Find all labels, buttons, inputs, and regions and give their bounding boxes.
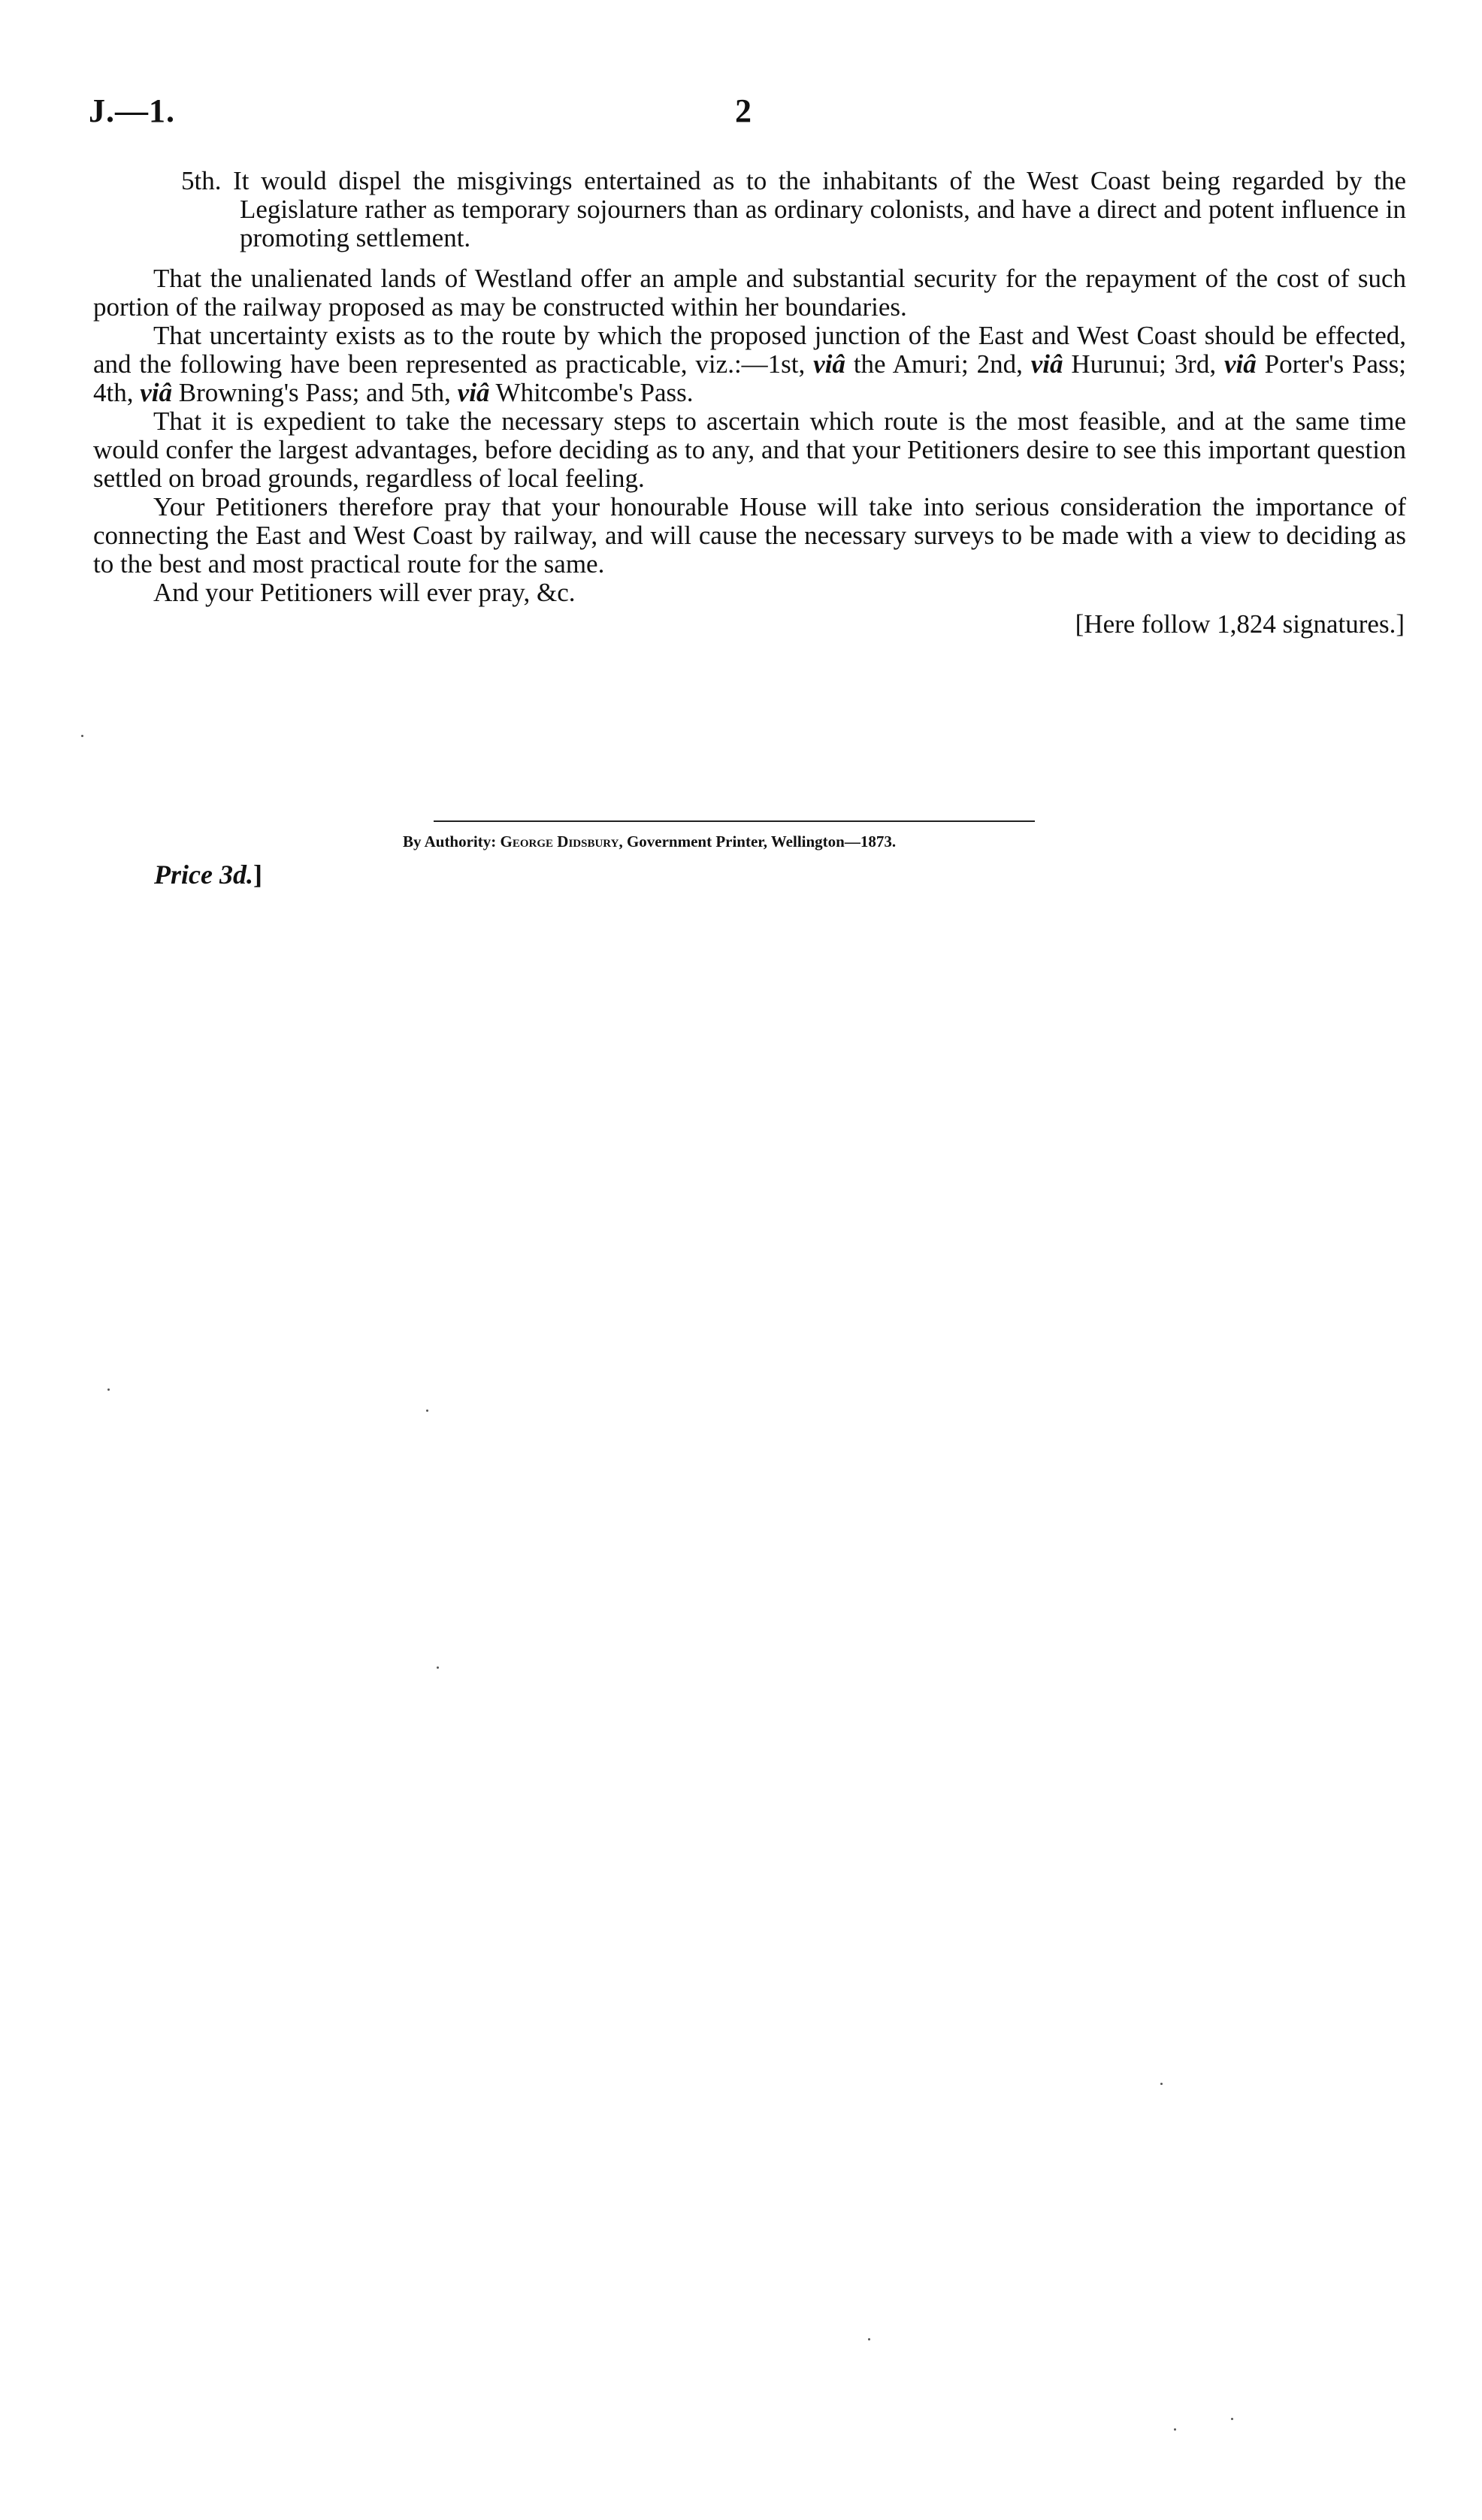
route-text-whitcombes: Whitcombe's Pass. xyxy=(489,378,694,407)
via-label: viâ xyxy=(457,378,490,407)
route-text-hurunui: Hurunui; 3rd, xyxy=(1063,349,1224,379)
printer-name: George Didsbury xyxy=(500,832,619,851)
signatures-note: [Here follow 1,824 signatures.] xyxy=(1075,609,1405,639)
page-number: 2 xyxy=(735,92,752,129)
price-bracket: ] xyxy=(253,860,262,890)
scan-speck xyxy=(1231,2418,1233,2420)
imprint-rule xyxy=(434,820,1035,822)
item-text: It would dispel the misgivings entertained as to the inhabitants of the West Coast being regarded by the Legislature rather as temporary sojourners than as ordinary colonists, and have a direct and potent influence in promoting settlement. xyxy=(233,166,1407,252)
scan-speck xyxy=(437,1666,439,1669)
scan-speck xyxy=(1174,2428,1176,2431)
paragraph-route-uncertainty xyxy=(93,322,1406,407)
via-label: viâ xyxy=(1224,349,1257,379)
scan-speck xyxy=(426,1410,428,1412)
imprint-suffix: , Government Printer, Wellington—1873. xyxy=(619,832,897,851)
scan-speck xyxy=(1160,2083,1163,2085)
page-reference: J.—1. xyxy=(89,92,175,129)
via-label: viâ xyxy=(140,378,172,407)
via-label: viâ xyxy=(813,349,845,379)
paragraph-closing: And your Petitioners will ever pray, &c. xyxy=(153,578,576,607)
paragraph-expedient-steps: That it is expedient to take the necessary steps to ascertain which route is the most feasible, and at the same time would confer the largest advantages, before deciding as to any, and that your Petitioners desire to see this important question settled on broad grounds, regardless of local feeling. xyxy=(93,406,1406,493)
numbered-item-5th xyxy=(93,167,1406,252)
route-text-amuri: the Amuri; 2nd, xyxy=(845,349,1031,379)
price-label: Price xyxy=(154,860,213,890)
scan-speck xyxy=(81,735,83,737)
price-note xyxy=(154,859,262,890)
via-label: viâ xyxy=(1030,349,1063,379)
route-text-brownings: Browning's Pass; and 5th, xyxy=(172,378,458,407)
printer-imprint xyxy=(403,832,896,851)
paragraph-unalienated-lands: That the unalienated lands of Westland offer an ample and substantial security for the repayment of the cost of such portion of the railway proposed as may be constructed within her boundaries. xyxy=(93,264,1406,322)
route-text-intro: That uncertainty exists as to the route by which the proposed junction of the East and West Coast should be effected, and the following have been represented as practicable, viz.:—1st, xyxy=(93,321,1406,379)
item-label: 5th. xyxy=(181,166,222,195)
route-text-porters: Porter's Pass; 4th, xyxy=(93,349,1406,407)
petition-body xyxy=(93,167,1406,639)
scan-speck xyxy=(107,1388,110,1391)
paragraph-prayer: Your Petitioners therefore pray that your honourable House will take into serious consideration the importance of connecting the East and West Coast by railway, and will cause the necessary surveys to be made with a view to deciding as to the best and most practical route for the same. xyxy=(93,492,1406,579)
imprint-prefix: By Authority: xyxy=(403,832,501,851)
price-amount: 3d. xyxy=(219,860,253,890)
scan-speck xyxy=(868,2338,870,2340)
